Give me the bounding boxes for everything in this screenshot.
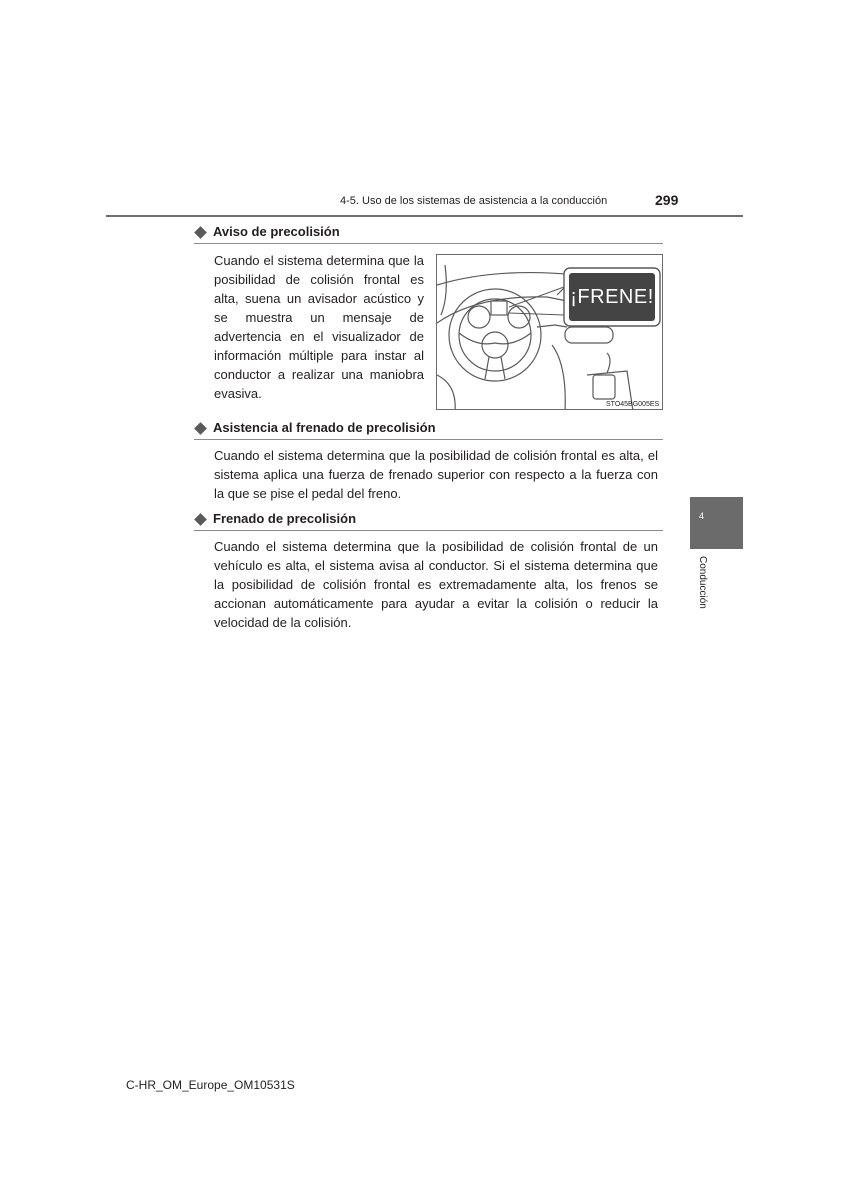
- chapter-tab: [690, 497, 743, 549]
- heading-divider: [194, 439, 663, 440]
- diamond-bullet-icon: [194, 422, 207, 435]
- chapter-number: 4: [699, 511, 705, 521]
- heading-divider: [194, 243, 663, 244]
- section-paragraph-frenado: Cuando el sistema determina que la posibilidad de colisión frontal de un vehículo es alta, el sistema avisa al conductor. Si el sistema determina que la posibilidad de colisión frontal es extremadamente alta, los frenos se accionan automáticamente para ayudar a evitar la colisión o reducir la velocidad de la colisión.: [214, 539, 658, 630]
- section-paragraph-asistencia: Cuando el sistema determina que la posibilidad de colisión frontal es alta, el sistema aplica una fuerza de frenado superior con respecto a la fuerza con la que se pise el pedal del freno.: [214, 448, 658, 501]
- diamond-bullet-icon: [194, 226, 207, 239]
- section-heading-text: Asistencia al frenado de precolisión: [213, 420, 436, 435]
- page-number: 299: [655, 192, 679, 208]
- footer-code: C-HR_OM_Europe_OM10531S: [126, 1078, 295, 1092]
- running-header: 4-5. Uso de los sistemas de asistencia a la conducción: [340, 195, 608, 207]
- brake-warning-message: ¡FRENE!: [570, 285, 654, 308]
- section-heading-aviso: [194, 224, 340, 239]
- diamond-bullet-icon: [194, 513, 207, 526]
- figure-code: STO45BG005ES: [606, 401, 660, 408]
- heading-divider: [194, 530, 663, 531]
- dashboard-illustration: [436, 254, 663, 410]
- section-heading-frenado: [194, 511, 356, 526]
- section-heading-asistencia: [194, 420, 436, 435]
- section-heading-text: Frenado de precolisión: [213, 511, 357, 526]
- section-heading-text: Aviso de precolisión: [213, 224, 340, 239]
- chapter-label: Conducción: [697, 556, 708, 609]
- section-paragraph-aviso: Cuando el sistema determina que la posibilidad de colisión frontal es alta, suena un avisador acústico y se muestra un mensaje de advertencia en el visualizador de información múltiple para instar al conductor a realizar una maniobra evasiva.: [214, 253, 424, 401]
- header-divider: [106, 215, 743, 217]
